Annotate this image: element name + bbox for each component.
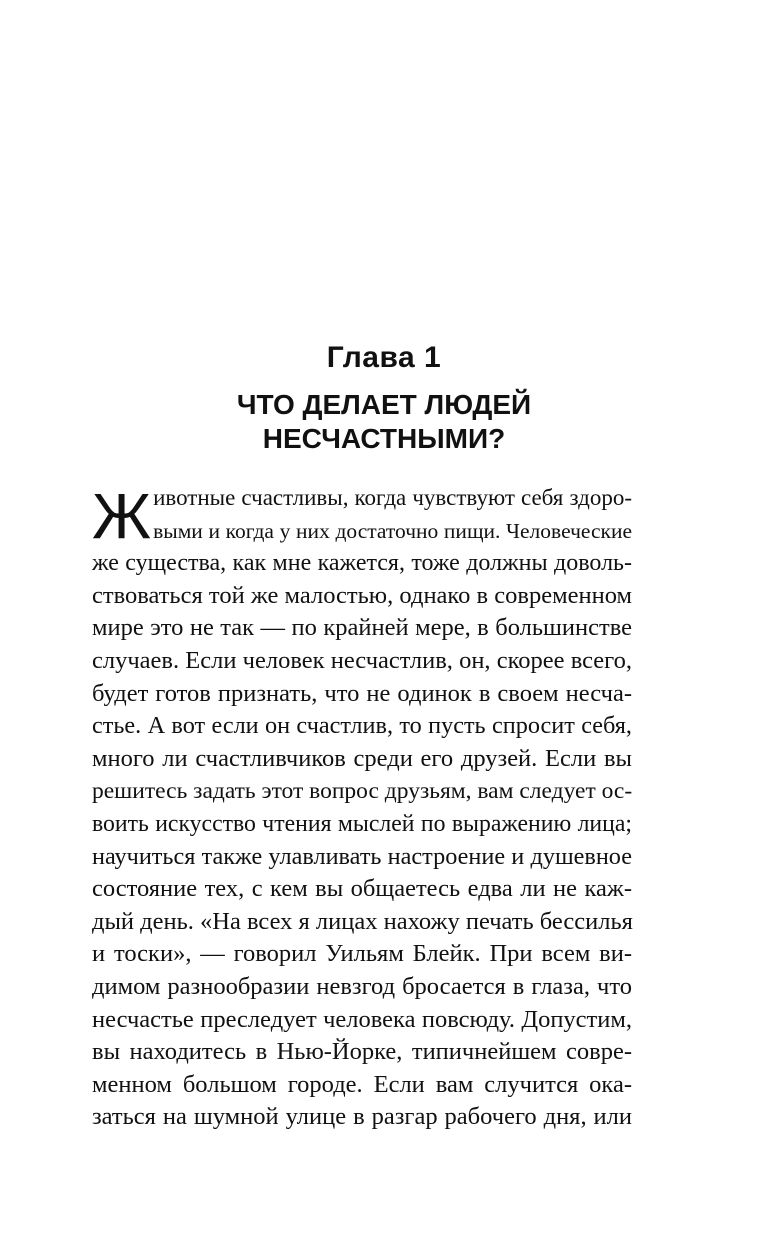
- first-line-text: ивотные счастливы, когда чувствуют себя здоро-: [153, 485, 632, 510]
- text-line: димом разнообразии невзгод бросается в глаза, что: [92, 972, 632, 1000]
- text-line: воить искусство чтения мыслей по выражению лица;: [92, 810, 632, 837]
- text-line: состояние тех, с кем вы общаетесь едва ли не каж-: [92, 875, 632, 903]
- chapter-title-line: НЕСЧАСТНЫМИ?: [262, 423, 506, 454]
- text-line: и тоски», — говорил Уильям Блейк. При всем ви-: [92, 940, 632, 968]
- chapter-title-line: ЧТО ДЕЛАЕТ ЛЮДЕЙ: [236, 389, 532, 420]
- text-line: же существа, как мне кажется, тоже должны доволь-: [92, 550, 632, 577]
- text-line: мире это не так — по крайней мере, в большинстве: [92, 614, 632, 642]
- chapter-label: Глава 1: [326, 341, 442, 374]
- text-line: несчастье преследует человека повсюду. Допустим,: [92, 1005, 632, 1033]
- text-line: вы находитесь в Нью-Йорке, типичнейшем совре-: [92, 1038, 632, 1066]
- text-line: научиться также улавливать настроение и душевное: [92, 842, 632, 870]
- drop-cap: Ж: [92, 480, 152, 552]
- body-text: [92, 482, 632, 1134]
- text-line: решитесь задать этот вопрос друзьям, вам следует ос-: [92, 778, 633, 805]
- text-line: много ли счастливчиков среди его друзей. Если вы: [92, 744, 632, 772]
- text-line: заться на шумной улице в разгар рабочего дня, или: [92, 1103, 632, 1131]
- text-line: дый день. «На всех я лицах нахожу печать бессилья: [92, 907, 633, 935]
- text-line: менном большом городе. Если вам случится ока-: [92, 1070, 632, 1098]
- text-line: случаев. Если человек несчастлив, он, скорее всего,: [92, 646, 632, 674]
- chapter-title: [0, 388, 768, 456]
- text-line: ствоваться той же малостью, однако в современном: [92, 581, 632, 609]
- text-line: стье. А вот если он счастлив, то пусть спросит себя,: [92, 712, 632, 740]
- text-line: выми и когда у них достаточно пищи. Человеческие: [153, 518, 632, 543]
- text-line: будет готов признать, что не одинок в своем несча-: [92, 679, 632, 707]
